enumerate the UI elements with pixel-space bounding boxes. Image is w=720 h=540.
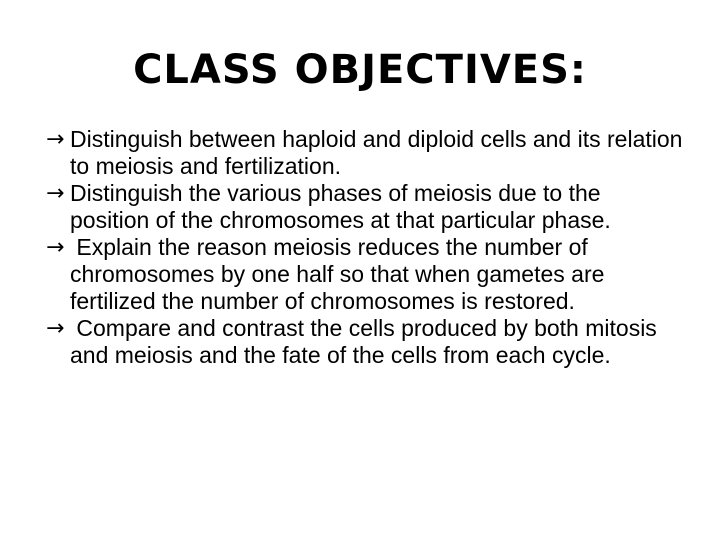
- objective-item: [46, 234, 686, 315]
- objective-item: [46, 126, 686, 180]
- objective-text: Distinguish between haploid and diploid cells and its relation to meiosis and fertilization.: [70, 126, 683, 179]
- arrow-right-icon: →: [46, 181, 65, 206]
- arrow-right-icon: →: [46, 127, 65, 152]
- arrow-right-icon: →: [46, 316, 65, 341]
- slide-title: CLASS OBJECTIVES:: [133, 47, 587, 93]
- objective-text: Compare and contrast the cells produced by both mitosis and meiosis and the fate of the cells from each cycle.: [70, 315, 664, 368]
- objective-text: Explain the reason meiosis reduces the number of chromosomes by one half so that when gametes are fertilized the number of chromosomes is restored.: [70, 234, 611, 314]
- arrow-right-icon: →: [46, 235, 65, 260]
- objective-item: [46, 315, 686, 369]
- objective-text: Distinguish the various phases of meiosis due to the position of the chromosomes at that particular phase.: [70, 180, 611, 233]
- objective-item: [46, 180, 686, 234]
- objectives-list: [46, 126, 686, 369]
